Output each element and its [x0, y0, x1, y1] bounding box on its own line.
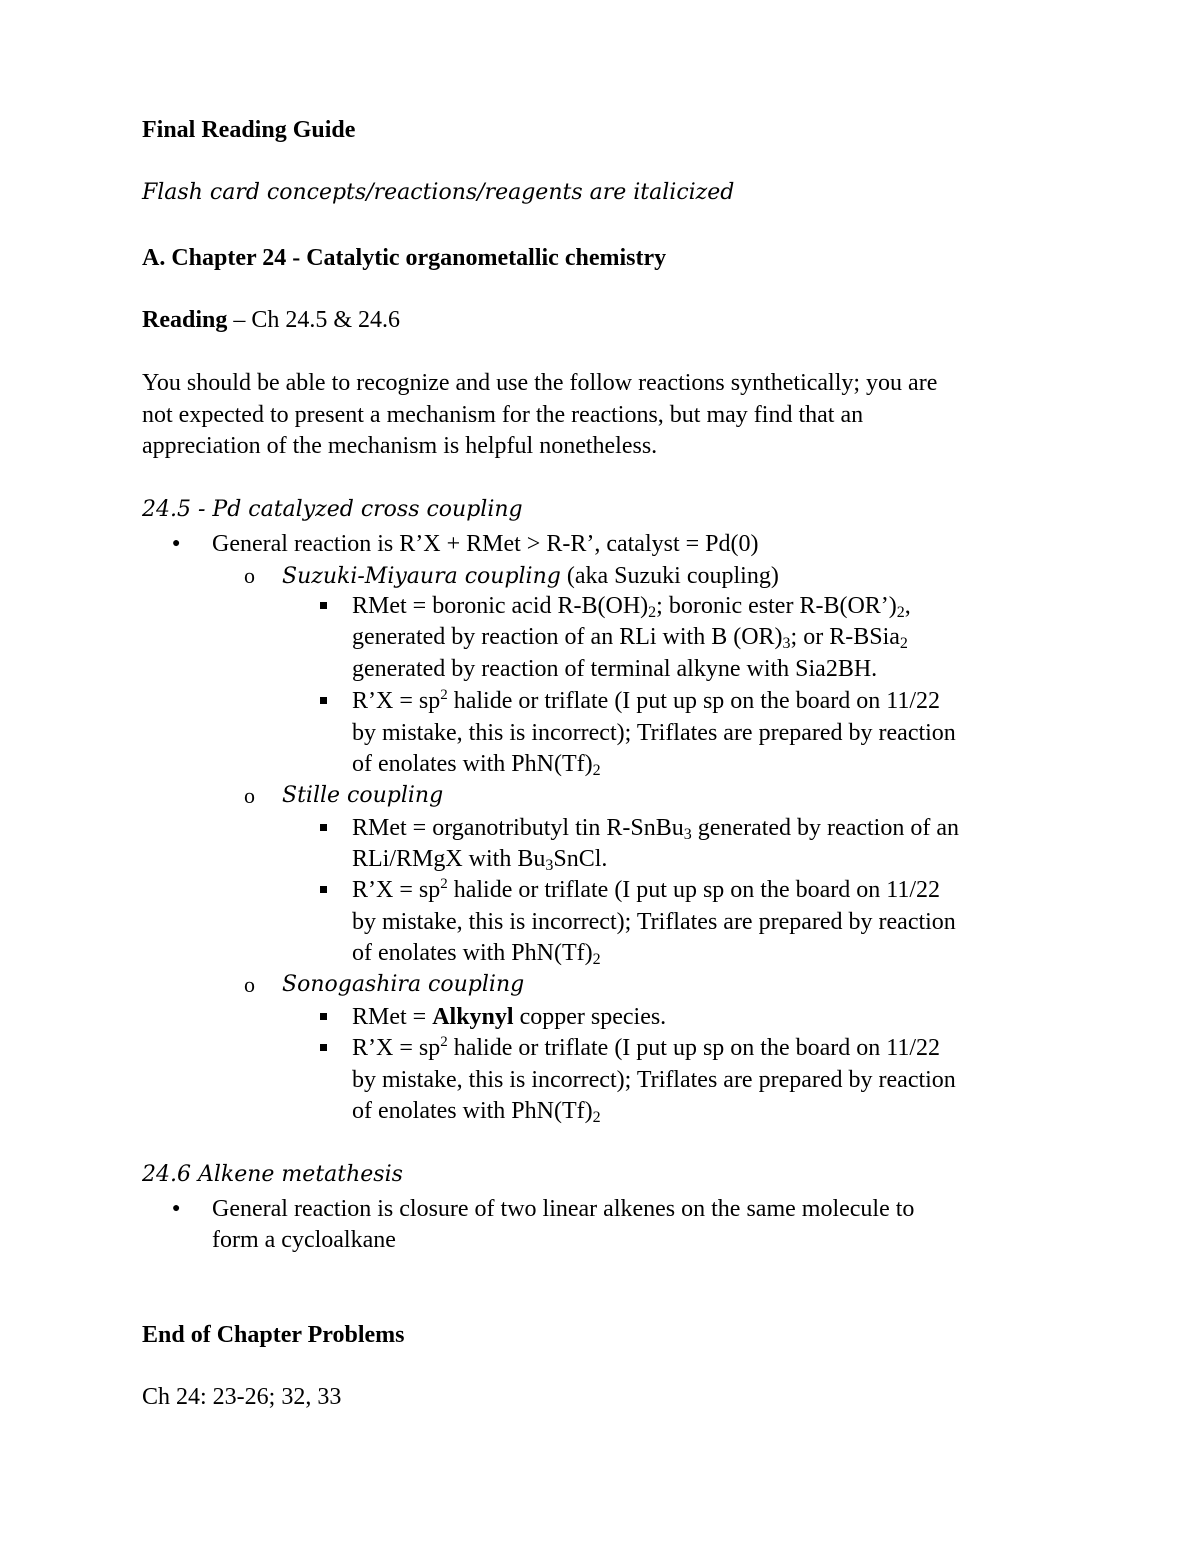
suzuki-rx-line-1: [352, 686, 940, 719]
text-run: R’X = sp: [352, 1035, 441, 1061]
text-run: R’X = sp: [352, 688, 441, 714]
square-bullet-icon: [320, 886, 327, 893]
text-run: copper species.: [513, 1004, 667, 1030]
section-heading-24-5: 24.5 - Pd catalyzed cross coupling: [142, 497, 523, 522]
stille-heading: Stille coupling: [282, 783, 444, 808]
subscript: 3: [683, 826, 692, 843]
text-run: R’X = sp: [352, 877, 441, 903]
suzuki-heading: [282, 561, 779, 592]
text-run: RMet = boronic acid R-B(OH): [352, 593, 649, 619]
text-run: RLi/RMgX with Bu: [352, 846, 546, 872]
sonogashira-rx-line-1: [352, 1033, 940, 1066]
text-run: generated by reaction of an: [691, 815, 959, 841]
sonogashira-heading: Sonogashira coupling: [282, 972, 525, 997]
bold-text: Alkynyl: [432, 1004, 514, 1030]
intro-line-3: appreciation of the mechanism is helpful nonetheless.: [142, 433, 658, 459]
circle-bullet-icon: o: [244, 563, 255, 588]
suzuki-rmet-line-3: generated by reaction of terminal alkyne with Sia2BH.: [352, 656, 878, 682]
suzuki-rmet-line-1: [352, 591, 911, 624]
suzuki-rx-line-2: by mistake, this is incorrect); Triflates are prepared by reaction: [352, 720, 956, 746]
superscript: 2: [440, 1034, 448, 1050]
square-bullet-icon: [320, 824, 327, 831]
circle-bullet-icon: o: [244, 783, 255, 808]
intro-line-1: You should be able to recognize and use the follow reactions synthetically; you are: [142, 370, 938, 396]
subscript: 3: [545, 857, 554, 874]
square-bullet-icon: [320, 697, 327, 704]
intro-line-2: not expected to present a mechanism for the reactions, but may find that an: [142, 402, 864, 428]
sonogashira-rmet-line: [352, 1002, 666, 1032]
square-bullet-icon: [320, 602, 327, 609]
subscript: 2: [592, 951, 601, 968]
text-run: ,: [904, 593, 911, 619]
text-run: ; or R-BSia: [790, 624, 900, 650]
bullet-icon: ●: [172, 536, 181, 551]
sonogashira-rx-line-3: [352, 1096, 601, 1129]
section-heading-24-6: 24.6 Alkene metathesis: [142, 1162, 403, 1187]
stille-rmet-line-1: [352, 813, 959, 846]
problems-text: Ch 24: 23-26; 32, 33: [142, 1384, 342, 1410]
text-run: SnCl.: [553, 846, 608, 872]
subscript: 2: [592, 762, 601, 779]
bullet-icon: ●: [172, 1201, 181, 1216]
subscript: 2: [592, 1109, 601, 1126]
metathesis-line-2: form a cycloalkane: [212, 1227, 396, 1253]
text-run: of enolates with PhN(Tf): [352, 751, 593, 777]
text-run: of enolates with PhN(Tf): [352, 940, 593, 966]
metathesis-line-1: General reaction is closure of two linear alkenes on the same molecule to: [212, 1196, 915, 1222]
stille-rx-line-1: [352, 875, 940, 908]
reading-label: Reading: [142, 307, 228, 333]
suzuki-name: Suzuki-Miyaura coupling: [282, 564, 561, 589]
reading-line: [142, 305, 400, 335]
subscript: 2: [648, 604, 657, 621]
italic-note: Flash card concepts/reactions/reagents are italicized: [142, 180, 735, 205]
problems-heading: End of Chapter Problems: [142, 1322, 405, 1348]
text-run: RMet = organotributyl tin R-SnBu: [352, 815, 684, 841]
text-run: halide or triflate (I put up sp on the board on 11/22: [447, 1035, 941, 1061]
subscript: 2: [899, 635, 908, 652]
page-title: Final Reading Guide: [142, 117, 356, 143]
suzuki-aka: (aka Suzuki coupling): [560, 563, 779, 589]
subscript: 3: [782, 635, 791, 652]
subscript: 2: [896, 604, 905, 621]
general-reaction-text: General reaction is R’X + RMet > R-R’, catalyst = Pd(0): [212, 531, 759, 557]
text-run: generated by reaction of an RLi with B (OR): [352, 624, 783, 650]
text-run: of enolates with PhN(Tf): [352, 1098, 593, 1124]
text-run: halide or triflate (I put up sp on the board on 11/22: [447, 877, 941, 903]
stille-rx-line-2: by mistake, this is incorrect); Triflates are prepared by reaction: [352, 909, 956, 935]
circle-bullet-icon: o: [244, 972, 255, 997]
square-bullet-icon: [320, 1013, 327, 1020]
suzuki-rx-line-3: [352, 749, 601, 782]
superscript: 2: [440, 687, 448, 703]
stille-rmet-line-2: [352, 844, 607, 877]
chapter-heading: A. Chapter 24 - Catalytic organometallic chemistry: [142, 245, 667, 271]
square-bullet-icon: [320, 1044, 327, 1051]
stille-rx-line-3: [352, 938, 601, 971]
suzuki-rmet-line-2: [352, 622, 908, 655]
text-run: halide or triflate (I put up sp on the board on 11/22: [447, 688, 941, 714]
superscript: 2: [440, 876, 448, 892]
text-run: ; boronic ester R-B(OR’): [656, 593, 897, 619]
reading-text: – Ch 24.5 & 24.6: [227, 307, 401, 333]
text-run: RMet =: [352, 1004, 433, 1030]
sonogashira-rx-line-2: by mistake, this is incorrect); Triflates are prepared by reaction: [352, 1067, 956, 1093]
